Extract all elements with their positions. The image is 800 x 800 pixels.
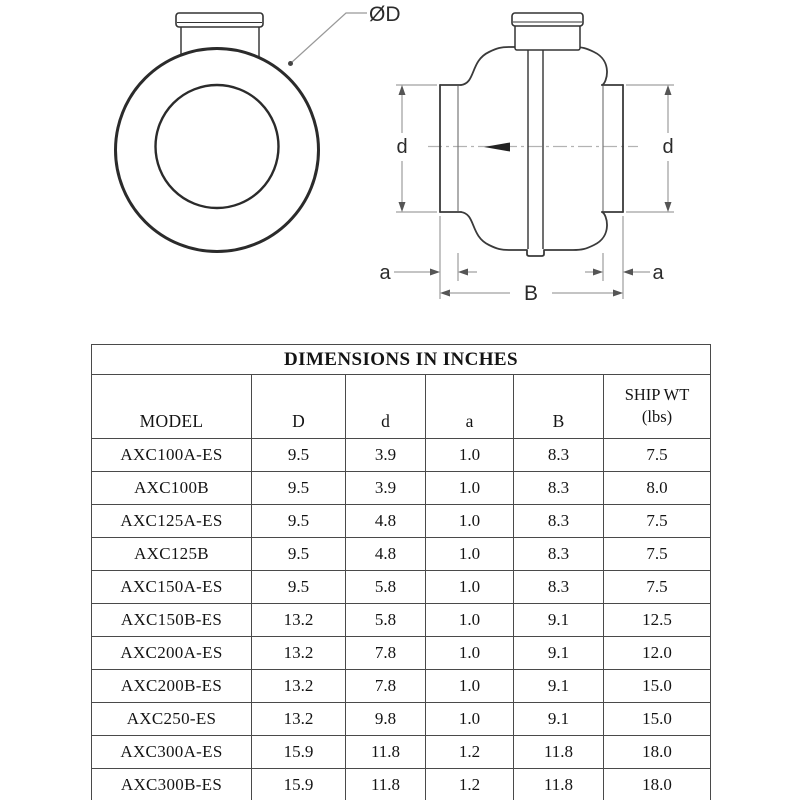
cell-B: 9.1 — [514, 670, 604, 703]
extension-lines — [396, 85, 674, 299]
table-row — [92, 571, 711, 604]
cell-d: 11.8 — [346, 736, 426, 769]
cell-a: 1.0 — [426, 538, 514, 571]
cell-d: 9.8 — [346, 703, 426, 736]
dim-d-right — [662, 85, 673, 212]
cell-d: 3.9 — [346, 439, 426, 472]
table-title-row — [92, 345, 711, 375]
cell-ship-wt: 7.5 — [604, 505, 711, 538]
cell-B: 8.3 — [514, 439, 604, 472]
cell-model: AXC150A-ES — [92, 571, 252, 604]
dim-label-a-left: a — [379, 262, 391, 284]
cell-d: 5.8 — [346, 604, 426, 637]
cell-D: 13.2 — [252, 703, 346, 736]
cell-d: 7.8 — [346, 670, 426, 703]
cell-D: 15.9 — [252, 736, 346, 769]
cell-ship-wt: 18.0 — [604, 736, 711, 769]
dim-label-a-right: a — [652, 262, 664, 284]
cell-D: 9.5 — [252, 538, 346, 571]
cell-d: 3.9 — [346, 472, 426, 505]
cell-d: 4.8 — [346, 538, 426, 571]
dim-a-right — [585, 262, 664, 284]
cell-a: 1.0 — [426, 637, 514, 670]
side-view — [379, 13, 674, 305]
cell-D: 9.5 — [252, 505, 346, 538]
cell-a: 1.2 — [426, 769, 514, 800]
cell-D: 9.5 — [252, 439, 346, 472]
header-d: d — [346, 375, 426, 439]
header-ship-wt-line1: SHIP WT — [624, 385, 690, 405]
cell-a: 1.0 — [426, 604, 514, 637]
front-view — [116, 3, 401, 252]
cell-d: 7.8 — [346, 637, 426, 670]
dim-d-left — [396, 85, 407, 212]
cell-B: 8.3 — [514, 472, 604, 505]
header-ship-wt — [604, 375, 711, 439]
table-header-row — [92, 375, 711, 439]
cell-B: 9.1 — [514, 637, 604, 670]
cell-a: 1.0 — [426, 472, 514, 505]
cell-ship-wt: 15.0 — [604, 703, 711, 736]
cell-model: AXC250-ES — [92, 703, 252, 736]
cell-ship-wt: 8.0 — [604, 472, 711, 505]
dimension-drawing — [0, 0, 800, 335]
cell-B: 8.3 — [514, 571, 604, 604]
cell-B: 11.8 — [514, 769, 604, 800]
cell-model: AXC125A-ES — [92, 505, 252, 538]
cell-a: 1.0 — [426, 703, 514, 736]
cell-ship-wt: 7.5 — [604, 439, 711, 472]
cell-D: 9.5 — [252, 571, 346, 604]
header-a: a — [426, 375, 514, 439]
header-D: D — [252, 375, 346, 439]
cell-d: 11.8 — [346, 769, 426, 800]
table-row — [92, 703, 711, 736]
table-row — [92, 505, 711, 538]
cell-ship-wt: 12.5 — [604, 604, 711, 637]
cell-a: 1.0 — [426, 571, 514, 604]
header-ship-wt-line2: (lbs) — [641, 406, 673, 426]
dim-label-B: B — [523, 282, 539, 305]
cell-ship-wt: 7.5 — [604, 571, 711, 604]
cell-a: 1.0 — [426, 439, 514, 472]
cell-model: AXC300A-ES — [92, 736, 252, 769]
cell-D: 13.2 — [252, 604, 346, 637]
table-row — [92, 439, 711, 472]
inlet-circle — [156, 85, 279, 208]
cell-d: 4.8 — [346, 505, 426, 538]
junction-box-side — [512, 13, 583, 50]
cell-ship-wt: 15.0 — [604, 670, 711, 703]
dim-label-d-right: d — [662, 136, 674, 158]
cell-ship-wt: 18.0 — [604, 769, 711, 800]
cell-model: AXC100B — [92, 472, 252, 505]
table-row — [92, 538, 711, 571]
cell-D: 13.2 — [252, 670, 346, 703]
header-B: B — [514, 375, 604, 439]
cell-a: 1.0 — [426, 670, 514, 703]
cell-B: 11.8 — [514, 736, 604, 769]
cell-model: AXC300B-ES — [92, 769, 252, 800]
cell-ship-wt: 12.0 — [604, 637, 711, 670]
header-model: MODEL — [92, 375, 252, 439]
fan-body-outline — [440, 47, 623, 256]
table-row — [92, 637, 711, 670]
table-row — [92, 604, 711, 637]
airflow-arrow-icon — [484, 143, 510, 152]
cell-model: AXC125B — [92, 538, 252, 571]
cell-B: 8.3 — [514, 538, 604, 571]
cell-ship-wt: 7.5 — [604, 538, 711, 571]
table-row — [92, 736, 711, 769]
cell-model: AXC100A-ES — [92, 439, 252, 472]
dim-label-phi-d: ØD — [369, 3, 401, 26]
cell-model: AXC150B-ES — [92, 604, 252, 637]
table-row — [92, 472, 711, 505]
dim-B — [440, 282, 623, 305]
cell-B: 8.3 — [514, 505, 604, 538]
seam-band — [528, 50, 543, 249]
dim-a-left — [379, 262, 477, 284]
table-row — [92, 769, 711, 800]
table-row — [92, 670, 711, 703]
dimensions-table — [91, 344, 711, 800]
cell-d: 5.8 — [346, 571, 426, 604]
cell-a: 1.0 — [426, 505, 514, 538]
cell-B: 9.1 — [514, 703, 604, 736]
cell-a: 1.2 — [426, 736, 514, 769]
cell-B: 9.1 — [514, 604, 604, 637]
leader-diameter-D — [288, 13, 367, 66]
table-title: DIMENSIONS IN INCHES — [92, 345, 711, 375]
cell-D: 13.2 — [252, 637, 346, 670]
cell-D: 9.5 — [252, 472, 346, 505]
dim-label-d-left: d — [396, 136, 408, 158]
cell-D: 15.9 — [252, 769, 346, 800]
cell-model: AXC200A-ES — [92, 637, 252, 670]
cell-model: AXC200B-ES — [92, 670, 252, 703]
